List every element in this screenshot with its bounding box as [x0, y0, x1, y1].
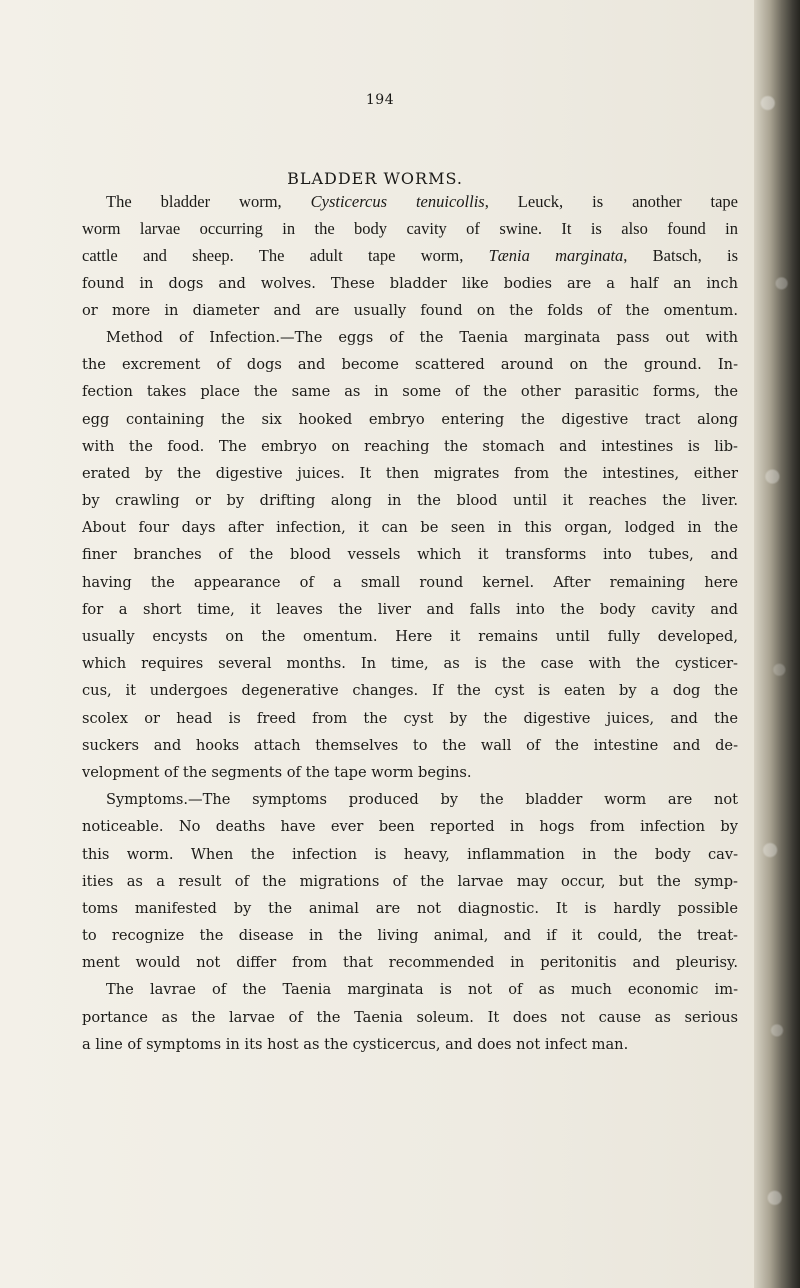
text-line: egg containing the six hooked embryo entering the digestive tract along: [82, 410, 738, 428]
text-line: or more in diameter and are usually found on the folds of the omentum.: [82, 301, 738, 319]
page-number: 194: [365, 92, 395, 108]
text-line: toms manifested by the animal are not diagnostic. It is hardly possible: [82, 899, 738, 917]
text-line: which requires several months. In time, as is the case with the cysticer-: [82, 655, 738, 673]
text-line: Symptoms.—The symptoms produced by the bladder worm are not: [106, 791, 738, 809]
text-line: with the food. The embryo on reaching the stomach and intestines is lib-: [82, 437, 738, 455]
text-line: cattle and sheep. The adult tape worm, Tænia marginata, Batsch, is: [82, 246, 738, 266]
text-line: noticeable. No deaths have ever been reported in hogs from infection by: [82, 818, 738, 836]
text-line: portance as the larvae of the Taenia soleum. It does not cause as serious: [82, 1008, 738, 1026]
text-line: The lavrae of the Taenia marginata is not of as much economic im-: [106, 981, 738, 999]
body-text: [82, 188, 738, 1058]
text-line: fection takes place the same as in some of the other parasitic forms, the: [82, 383, 738, 401]
text-line: the excrement of dogs and become scattered around on the ground. In-: [82, 356, 738, 374]
text-line: to recognize the disease in the living animal, and if it could, the treat-: [82, 927, 738, 945]
text-line: for a short time, it leaves the liver and falls into the body cavity and: [82, 600, 738, 618]
text-line: ities as a result of the migrations of the larvae may occur, but the symp-: [82, 872, 738, 890]
text-line: cus, it undergoes degenerative changes. If the cyst is eaten by a dog the: [82, 682, 738, 700]
text-line: having the appearance of a small round kernel. After remaining here: [82, 573, 738, 591]
text-line: a line of symptoms in its host as the cysticercus, and does not infect man.: [82, 1035, 629, 1053]
text-line: by crawling or by drifting along in the blood until it reaches the liver.: [82, 492, 738, 510]
text-line: scolex or head is freed from the cyst by the digestive juices, and the: [82, 709, 738, 727]
section-heading: BLADDER WORMS.: [287, 169, 463, 188]
text-line: suckers and hooks attach themselves to the wall of the intestine and de-: [82, 736, 738, 754]
text-line: worm larvae occurring in the body cavity of swine. It is also found in: [82, 219, 738, 239]
text-line: The bladder worm, Cysticercus tenuicollis, Leuck, is another tape: [106, 192, 739, 211]
text-line: ment would not differ from that recommended in peritonitis and pleurisy.: [82, 954, 738, 972]
text-line: Method of Infection.—The eggs of the Taenia marginata pass out with: [106, 328, 738, 346]
text-line: found in dogs and wolves. These bladder like bodies are a half an inch: [82, 274, 738, 292]
text-line: finer branches of the blood vessels which it transforms into tubes, and: [82, 546, 738, 564]
text-line: erated by the digestive juices. It then migrates from the intestines, either: [82, 464, 738, 482]
text-line: About four days after infection, it can be seen in this organ, lodged in the: [82, 519, 738, 537]
text-line: velopment of the segments of the tape worm begins.: [82, 763, 472, 781]
page-edge-texture: [754, 0, 800, 1288]
text-line: this worm. When the infection is heavy, inflammation in the body cav-: [82, 845, 738, 863]
text-line: usually encysts on the omentum. Here it remains until fully developed,: [82, 628, 738, 645]
